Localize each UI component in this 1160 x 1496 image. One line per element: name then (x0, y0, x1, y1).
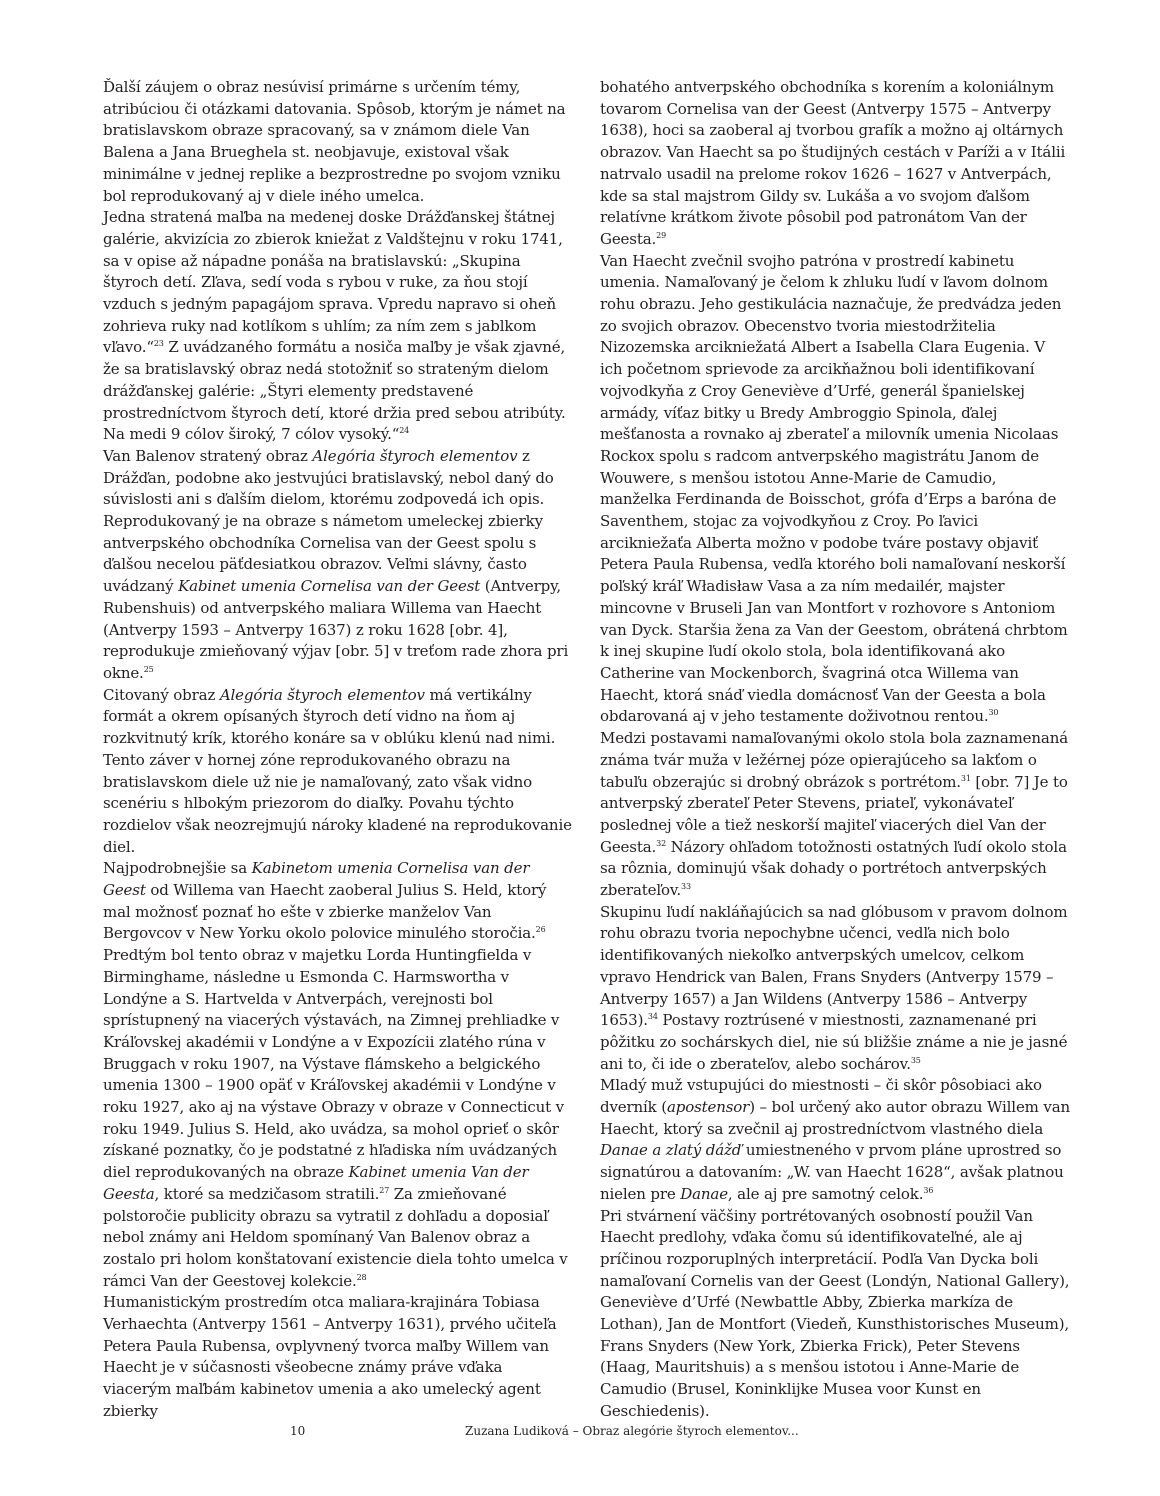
text-run: ) – bol určený ako autor obrazu Willem van Haecht, ktorý sa zvečnil aj prostredníctvom vlastného diela (600, 1098, 1071, 1138)
text-run: Van Balenov stratený obraz (103, 446, 313, 465)
text-run: má vertikálny formát a okrem opísaných štyroch detí vidno na ňom aj rozkvitnutý krík, ktorého konáre sa v oblúku klenú nad nimi. Tento záver v hornej zóne reprodukovaného obrazu na bratislavskom diele už nie je namaľovaný, zato však vidno scenériu s hlbokým priezorom do diaľky. Povahu týchto rozdielov však neozrejmujú nároky kladené na reprodukovanie diel. (103, 685, 572, 856)
text-run: Za zmieňované polstoročie publicity obrazu sa vytratil z dohľadu a doposiaľ nebol známy ani Heldom spomínaný Van Balenov obraz a zostalo pri holom konštatovaní existencie diela tohto umelca v rámci Van der Geestovej kolekcie. (103, 1184, 568, 1290)
paragraph (103, 446, 573, 685)
footnote-ref: 23 (153, 339, 164, 349)
footnote-ref: 33 (681, 882, 691, 892)
text-column-right (600, 77, 1070, 1423)
paragraph (103, 858, 573, 1292)
text-run: Predtým bol tento obraz v majetku Lorda Huntingfielda v Birminghame, následne u Esmonda C. Harmswortha v Londýne a S. Hartvelda v Antverpách, verejnosti bol sprístupnený na viacerých výstavách, na Zimnej prehliadke v Kráľovskej akadémii v Londýne a v Expozícii zlatého rúna v Bruggach v roku 1907, na Výstave flámskeho a belgického umenia 1300 – 1900 opäť v Kráľovskej akadémii v Londýne v roku 1927, ako aj na výstave Obrazy v obraze v Connecticut v roku 1949. Julius S. Held, ako uvádza, sa mohol oprieť o skôr získané poznatky, čo je podstatné z hľadiska ním uvádzaných diel reprodukovaných na obraze (103, 946, 564, 1182)
text-run: Mladý muž vstupujúci do miestnosti – či skôr pôsobiaci ako dverník ( (600, 1076, 1042, 1117)
italic-title: Alegória štyroch elementov (219, 685, 425, 704)
italic-title: Kabinet umenia Van der Geesta (103, 1163, 529, 1203)
italic-title: apostensor (666, 1098, 750, 1117)
text-run: Jedna stratená maľba na medenej doske Drážďanskej štátnej galérie, akvizícia zo zbierok kniežat z Valdštejnu v roku 1741, sa v opise až nápadne ponáša na bratislavskú: „Skupina štyroch detí. Zľava, sedí voda s rybou v ruke, za ňou stojí vzduch s jedným papagájom sprava. Vpredu napravo si oheň zohrieva ruky nad kotlíkom s uhlím; za ním zem s jablkom vľavo.“ (103, 208, 563, 357)
footnote-ref: 32 (656, 838, 667, 848)
footnote-ref: 26 (535, 925, 546, 935)
paragraph (103, 207, 573, 446)
text-run: z Drážďan, podobne ako jestvujúci bratislavský, nebol daný do súvislosti ani s ďalším dielom, ktorému zodpovedá ich opis. Reprodukovaný je na obraze s námetom umeleckej zbierky antverpského obchodníka Cornelisa van der Geest spolu s ďalšou necelou päťdesiatkou obrazov. Veľmi slávny, často uvádzaný (103, 446, 554, 596)
footnote-ref: 27 (379, 1185, 390, 1195)
italic-title: Alegória štyroch elementov (312, 446, 518, 465)
running-title: Zuzana Ludiková – Obraz alegórie štyroch elementov... (465, 1424, 799, 1438)
paragraph (103, 77, 573, 207)
text-run: Humanistickým prostredím otca maliara-krajinára Tobiasa Verhaechta (Antverpy 1561 – Antverpy 1631), prvého učiteľa Petera Paula Rubensa, ovplyvnený tvorca maľby Willem van Haecht je v súčasnosti všeobecne známy práve vďaka viacerým maľbám kabinetov umenia a ako umelecký agent zbierky (103, 1293, 557, 1420)
paragraph (600, 728, 1070, 902)
text-run: Ďalší záujem o obraz nesúvisí primárne s určením témy, atribúciou či otázkami datovania. Spôsob, ktorým je námet na bratislavskom obraze spracovaný, sa v známom diele Van Balena a Jana Brueghela st. neobjavuje, existoval však minimálne v jednej replike a bezprostredne po svojom vzniku bol reprodukovaný aj v diele iného umelca. (103, 78, 566, 205)
footnote-ref: 30 (988, 708, 999, 718)
text-run: bohatého antverpského obchodníka s korením a koloniálnym tovarom Cornelisa van der Geest (Antverpy 1575 – Antverpy 1638), hoci sa zaoberal aj tvorbou grafík a možno aj oltárnych obrazov. Van Haecht sa po študijných cestách v Paríži a v Itálii natrvalo usadil na prelome rokov 1626 – 1627 v Antverpách, kde sa stal majstrom Gildy sv. Lukáša a vo svojom ďalšom relatívne krátkom živote pôsobil pod patronátom Van der Geesta. (600, 78, 1066, 248)
footnote-ref: 34 (647, 1012, 658, 1022)
text-run: [obr. 7] Je to antverpský zberateľ Peter Stevens, priateľ, vykonávateľ poslednej vôle a tiež neskorší majiteľ viacerých diel Van der Geesta. (600, 772, 1068, 856)
page-number: 10 (290, 1424, 306, 1438)
text-run: Z uvádzaného formátu a nosiča maľby je však zjavné, že sa bratislavský obraz nedá stotožniť so strateným dielom drážďanskej galérie: „Štyri elementy predstavené prostredníctvom štyroch detí, ktoré držia pred sebou atribúty. Na medi 9 cólov široký, 7 cólov vysoký.“ (103, 338, 566, 444)
text-run: Názory ohľadom totožnosti ostatných ľudí okolo stola sa rôznia, dominujú však dohady o portrétoch antverpských zberateľov. (600, 837, 1067, 900)
paragraph (103, 685, 573, 859)
footnote-ref: 29 (656, 230, 667, 240)
text-run: Postavy roztrúsené v miestnosti, zaznamenané pri pôžitku zo sochárskych diel, nie sú bližšie známe a nie je jasné ani to, či ide o zberateľov, alebo sochárov. (600, 1011, 1068, 1073)
footnote-ref: 35 (910, 1055, 921, 1065)
text-run: Van Haecht zvečnil svojho patróna v prostredí kabinetu umenia. Namaľovaný je čelom k zhluku ľudí v ľavom dolnom rohu obrazu. Jeho gestikulácia naznačuje, že predvádza jeden zo svojich obrazov. Obecenstvo tvoria miestodržitelia Nizozemska arcikniežatá Albert a Isabella Clara Eugenia. V ich početnom sprievode za arcikňažnou boli identifikovaní vojvodkyňa z Croy Geneviève d’Urfé, generál španielskej armády, víťaz bitky u Bredy Ambroggio Spinola, ďalej mešťanosta a rovnako aj zberateľ a milovník umenia Nicolaas Rockox spolu s radcom antverpského magistrátu Janom de Wouwere, s menšou istotou Anne-Marie de Camudio, manželka Ferdinanda de Boisschot, grófa d’Erps a baróna de Saventhem, stojac za vojvodkyňou z Croy. Po ľavici arcikniežaťa Alberta možno v podobe tváre postavy objaviť Petera Paula Rubensa, vedľa ktorého boli namaľovaní neskorší poľský kráľ Władisław Vasa a za ním medailér, majster mincovne v Bruseli Jan van Montfort v rozhovore s Antoniom van Dyck. Staršia žena za Van der Geestom, obrátená chrbtom k inej skupine ľudí okolo stola, bola identifikovaná ako Catherine van Mockenborch, švagriná otca Willema van Haecht, ktorá snáď viedla domácnosť Van der Geesta a bola obdarovaná aj v jeho testamente doživotnou rentou. (600, 251, 1068, 726)
paragraph (600, 1206, 1070, 1423)
text-run: Medzi postavami namaľovanými okolo stola bola zaznamenaná známa tvár muža v ležérnej póze opierajúceho sa lakťom o tabuľu obzerajúc si drobný obrázok s portrétom. (600, 729, 1069, 791)
italic-title: Danae (680, 1184, 728, 1203)
footnote-ref: 31 (960, 773, 971, 783)
italic-title: Kabinet umenia Cornelisa van der Geest (178, 577, 481, 596)
text-run: umiestneného v prvom pláne uprostred so signatúrou a datovaním: „W. van Haecht 1628“, avšak platnou nielen pre (600, 1141, 1064, 1203)
paragraph (600, 77, 1070, 251)
text-run: , ktoré sa medzičasom stratili. (154, 1184, 380, 1203)
text-run: , ale aj pre samotný celok. (727, 1184, 924, 1203)
paragraph (600, 902, 1070, 1076)
text-run: Pri stvárnení väčšiny portrétovaných osobností použil Van Haecht predlohy, vďaka čomu sú identifikovateľné, ale aj príčinou rozporuplných interpretácií. Podľa Van Dycka boli namaľovaní Cornelis van der Geest (Londýn, National Gallery), Geneviève d’Urfé (Newbattle Abby, Zbierka markíza de Lothan), Jan de Montfort (Viedeň, Kunsthistorisches Museum), Frans Snyders (New York, Zbierka Frick), Peter Stevens (Haag, Mauritshuis) a s menšou istotou i Anne-Marie de Camudio (Brusel, Koninklijke Musea voor Kunst en Geschiedenis). (600, 1206, 1070, 1420)
paragraph (103, 1292, 573, 1422)
text-run: od Willema van Haecht zaoberal Julius S. Held, ktorý mal možnosť poznať ho ešte v zbierke manželov Van Bergovcov v New Yorku okolo polovice minulého storočia. (103, 881, 547, 943)
paragraph (600, 1075, 1070, 1205)
text-run: Skupinu ľudí nakláňajúcich sa nad glóbusom v pravom dolnom rohu obrazu tvoria nepochybne učenci, vedľa nich bolo identifikovaných niekoľko antverpských umelcov, celkom vpravo Hendrick van Balen, Frans Snyders (Antverpy 1579 – Antverpy 1657) a Jan Wildens (Antverpy 1586 – Antverpy 1653). (600, 902, 1068, 1030)
footnote-ref: 28 (356, 1272, 367, 1282)
text-run: Citovaný obraz (103, 685, 220, 704)
paragraph (600, 251, 1070, 728)
footnote-ref: 36 (923, 1185, 934, 1195)
footnote-ref: 25 (143, 664, 154, 674)
text-run: (Antverpy, Rubenshuis) od antverpského maliara Willema van Haecht (Antverpy 1593 – Antverpy 1637) z roku 1628 [obr. 4], reprodukuje zmieňovaný výjav [obr. 5] v treťom rade zhora pri okne. (103, 577, 569, 682)
italic-title: Danae a zlatý dážď (600, 1141, 742, 1160)
text-run: Najpodrobnejšie sa (103, 859, 252, 878)
italic-title: Kabinetom umenia Cornelisa van der Geest (103, 859, 530, 900)
footnote-ref: 24 (399, 426, 410, 436)
text-column-left (103, 77, 573, 1423)
